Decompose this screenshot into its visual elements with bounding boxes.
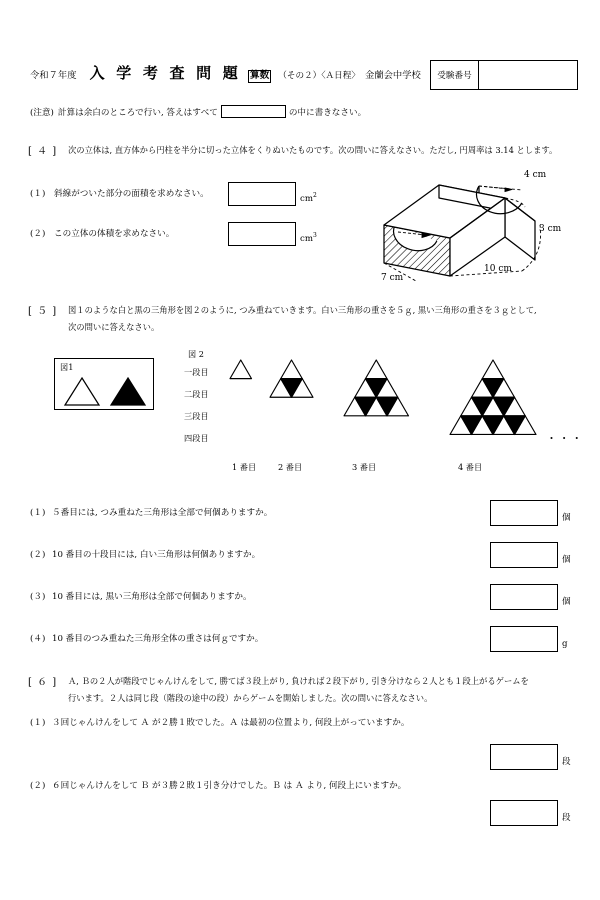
problem-6-q1-unit: 段 <box>562 757 571 767</box>
problem-4-q2-number: (２) <box>30 229 46 239</box>
problem-4-q1-answer-box[interactable] <box>228 182 296 206</box>
problem-4-q2-text: この立体の体積を求めなさい。 <box>54 229 175 239</box>
era-label: 令和７年度 <box>30 70 77 81</box>
problem-6-tag: [ ６ ] <box>28 677 58 688</box>
stage-label-2: 二段目 <box>184 389 209 399</box>
problem-5-q3-answer-box[interactable] <box>490 584 558 610</box>
stack-figure-1 <box>230 360 252 379</box>
note-answer-blank <box>221 105 286 118</box>
problem-5-q3-number: (３) <box>30 592 46 602</box>
note-prefix: (注意) <box>30 107 54 118</box>
note-text-after: の中に書きなさい。 <box>288 107 367 118</box>
white-triangle <box>230 360 252 379</box>
problem-5-tag: [ ５ ] <box>28 306 58 317</box>
problem-4-statement: 次の立体は, 直方体から円柱を半分に切った立体をくりぬいたものです。次の問いに答えなさい。ただし, 円周率は 3.14 とします。 <box>68 145 558 155</box>
problem-6-q1-answer-box[interactable] <box>490 744 558 770</box>
white-triangle-sample <box>65 378 99 405</box>
problem-4-q2-unit-exponent: 3 <box>312 232 317 239</box>
stage-label-1: 一段目 <box>184 367 209 377</box>
figure-caption-3: 3 番目 <box>352 462 377 472</box>
problem-5-q4-unit: g <box>562 639 568 649</box>
problem-6-q1-text: ３回じゃんけんをして Ａ が２勝１敗でした。Ａ は最初の位置より, 何段上がっていますか。 <box>52 718 410 728</box>
stage-label-4: 四段目 <box>184 433 209 443</box>
exam-session-label: （その２）〈Ａ日程〉 <box>278 71 360 81</box>
figure-1-label: 図1 <box>60 362 74 372</box>
school-name: 金蘭会中学校 <box>365 70 421 81</box>
dim-length-label: 10 cm <box>484 264 512 274</box>
problem-4-q1-unit-text: cm <box>300 193 313 204</box>
stage-label-3: 三段目 <box>184 411 209 421</box>
dim-diameter-label: 4 cm <box>524 170 547 180</box>
figure-1-triangles <box>60 374 150 408</box>
white-triangle <box>366 360 388 379</box>
problem-5-q2-text: 10 番目の十段目には, 白い三角形は何個ありますか。 <box>52 550 261 560</box>
black-triangle-sample <box>111 378 145 405</box>
problem-5-statement-line1: 図１のような白と黒の三角形を図２のように, つみ重ねていきます。白い三角形の重さを５ｇ, 黒い三角形の重さを３ｇとして, <box>68 305 537 315</box>
problem-6-q2-unit: 段 <box>562 813 571 823</box>
figure-caption-2: 2 番目 <box>278 462 303 472</box>
figure-caption-1: 1 番目 <box>232 462 257 472</box>
stack-figure-3 <box>344 360 409 416</box>
problem-4-q2-unit <box>300 232 317 244</box>
figure-caption-4: 4 番目 <box>458 462 483 472</box>
problem-5-q1-text: ５番目には, つみ重ねた三角形は全部で何個ありますか。 <box>52 508 273 518</box>
problem-5-q4-text: 10 番目のつみ重ねた三角形全体の重さは何ｇですか。 <box>52 634 264 644</box>
page-title: 入 学 考 査 問 題 <box>89 64 241 82</box>
exam-number-box <box>430 60 578 90</box>
stack-figure-4 <box>450 360 536 434</box>
problem-4-q1-unit <box>300 192 317 204</box>
problem-6-q2-text: ６回じゃんけんをして Ｂ が３勝２敗１引き分けでした。Ｂ は Ａ より, 何段上にいますか。 <box>52 781 407 791</box>
problem-4-q2-unit-text: cm <box>300 233 313 244</box>
problem-5-q3-unit: 個 <box>562 597 571 607</box>
exam-number-label: 受験番号 <box>431 61 479 89</box>
problem-5-q2-number: (２) <box>30 550 46 560</box>
problem-4-solid-figure <box>372 163 584 281</box>
problem-5-q1-number: (１) <box>30 508 46 518</box>
stacks-ellipsis: ・・・ <box>546 432 584 445</box>
problem-4-q1-text: 斜線がついた部分の面積を求めなさい。 <box>54 189 209 199</box>
problem-4-tag: [ ４ ] <box>28 146 58 157</box>
problem-4-q1-number: (１) <box>30 189 46 199</box>
white-triangle <box>482 360 504 379</box>
problem-6-statement-line2: 行います。２人は同じ段（階段の途中の段）からゲームを開始しました。次の問いに答えなさい。 <box>68 693 433 703</box>
white-triangle <box>281 360 303 379</box>
problem-5-q4-answer-box[interactable] <box>490 626 558 652</box>
problem-5-q3-text: 10 番目には, 黒い三角形は全部で何個ありますか。 <box>52 592 252 602</box>
problem-5-q1-unit: 個 <box>562 513 571 523</box>
problem-5-q1-answer-box[interactable] <box>490 500 558 526</box>
note-text-before: 計算は余白のところで行い, 答えはすべて <box>57 107 218 118</box>
problem-4-q2-answer-box[interactable] <box>228 222 296 246</box>
instruction-note <box>30 105 366 118</box>
problem-6-q2-answer-box[interactable] <box>490 800 558 826</box>
problem-6-q2-number: (２) <box>30 781 46 791</box>
problem-4-q1-unit-exponent: 2 <box>312 192 317 199</box>
dim-depth-label: 7 cm <box>381 273 404 281</box>
problem-6-q1-number: (１) <box>30 718 46 728</box>
problem-5-q2-unit: 個 <box>562 555 571 565</box>
subject-badge: 算数 <box>248 70 271 83</box>
dim-height-label: 3 cm <box>539 224 562 234</box>
figure-2-label: 図 2 <box>188 349 204 359</box>
stack-figure-2 <box>270 360 313 397</box>
figure-2-stacks <box>222 358 552 454</box>
problem-5-q2-answer-box[interactable] <box>490 542 558 568</box>
page-header-title <box>30 62 421 84</box>
exam-number-input[interactable] <box>479 61 577 89</box>
problem-5-q4-number: (４) <box>30 634 46 644</box>
problem-6-statement-line1: Ａ, Ｂの２人が階段でじゃんけんをして, 勝てば３段上がり, 負ければ２段下がり, 引き分けなら２人とも１段上がるゲームを <box>68 676 529 686</box>
problem-5-statement-line2: 次の問いに答えなさい。 <box>68 322 160 332</box>
